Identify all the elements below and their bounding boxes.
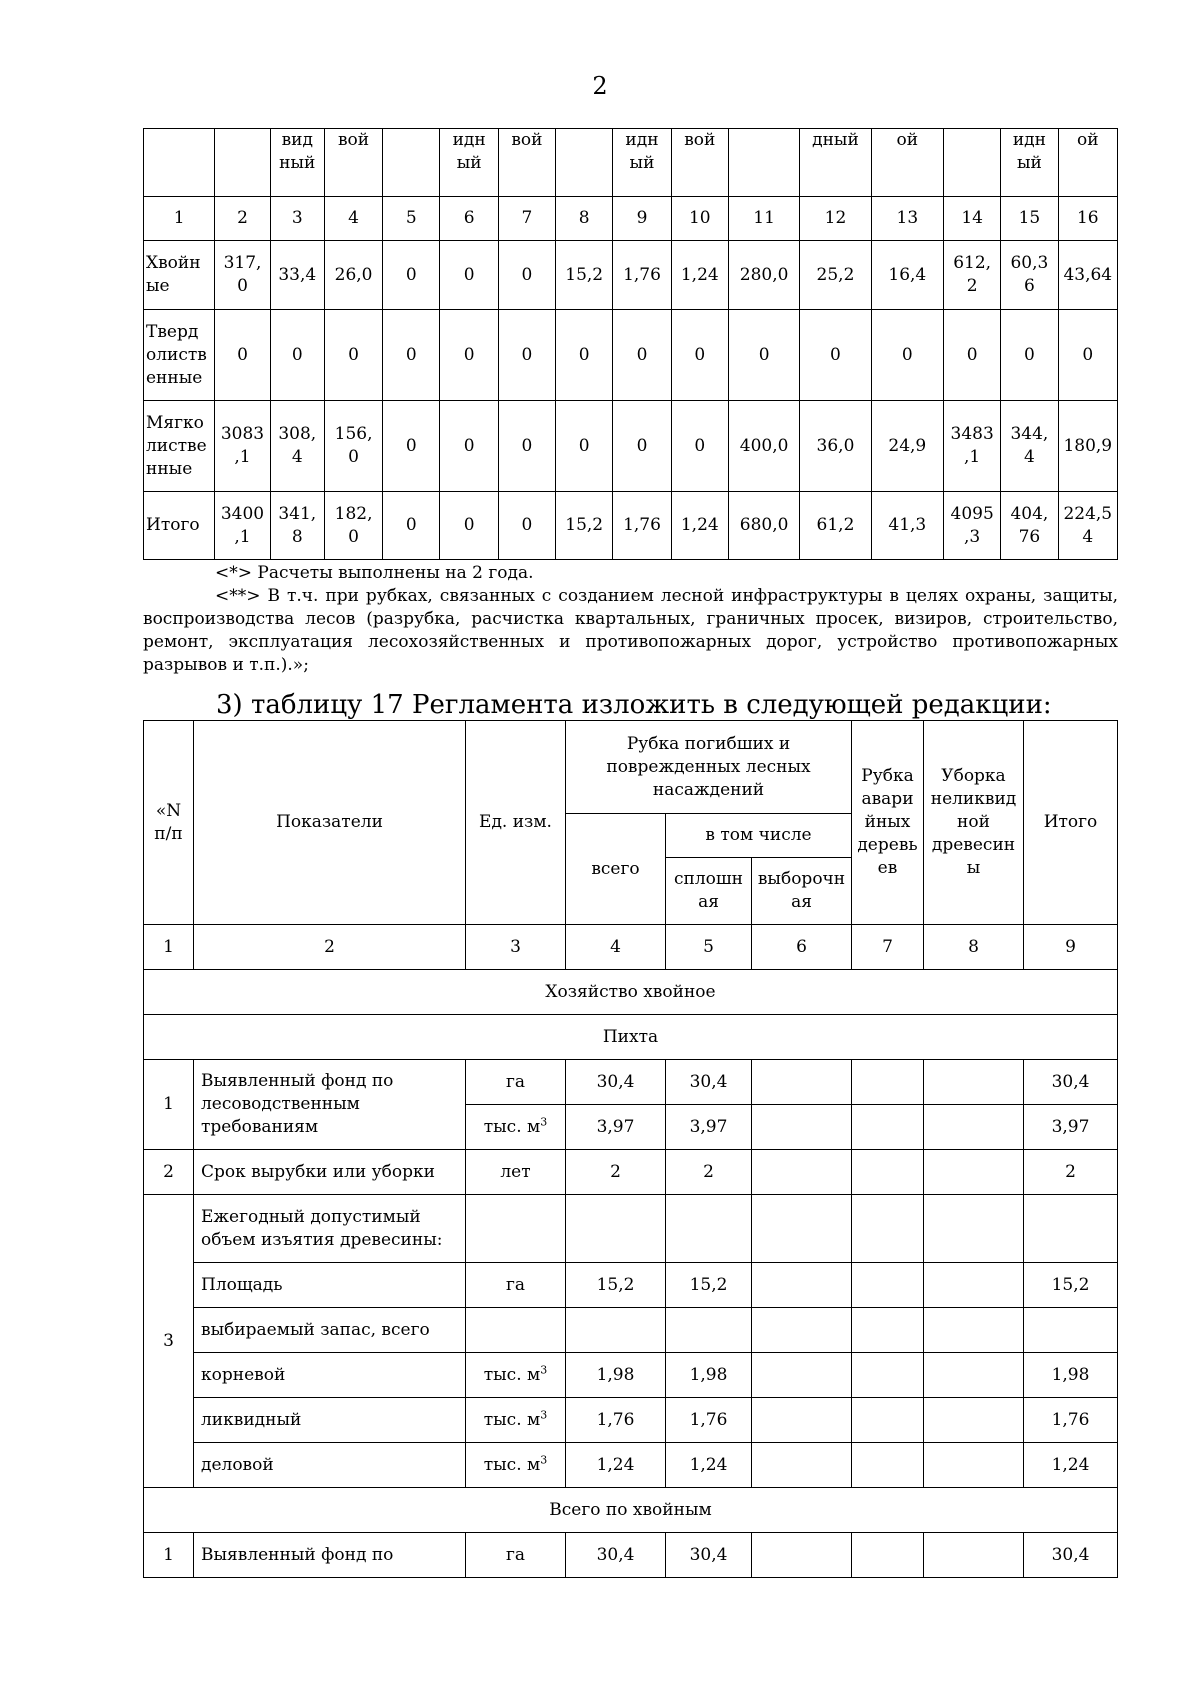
value-cell: 3,97 — [1024, 1105, 1118, 1150]
table1-column-number: 11 — [728, 197, 799, 241]
unit-text: тыс. м — [483, 1454, 541, 1475]
table1-cell: 0 — [671, 401, 728, 492]
empty-cell — [924, 1195, 1024, 1263]
value-cell: 15,2 — [666, 1263, 752, 1308]
unit-superscript: 3 — [540, 1362, 548, 1376]
row-label: Выявленный фонд по лесоводственным требованиям — [194, 1060, 466, 1150]
table1-header-cell: идн ый — [440, 129, 498, 197]
table1-cell: 280,0 — [728, 241, 799, 310]
table1-cell: 1,24 — [671, 492, 728, 560]
empty-cell — [924, 1105, 1024, 1150]
value-cell: 3,97 — [666, 1105, 752, 1150]
header-selective: выборочн ая — [752, 858, 852, 925]
row-number: 1 — [144, 1060, 194, 1150]
table-row — [144, 1443, 1118, 1488]
table1-header-cell: ой — [871, 129, 943, 197]
unit-cell — [466, 1353, 566, 1398]
value-cell: 1,24 — [1024, 1443, 1118, 1488]
table1-cell: 3083 ,1 — [215, 401, 270, 492]
table1-header-cell — [215, 129, 270, 197]
table1-column-number: 2 — [215, 197, 270, 241]
table1-cell: 36,0 — [800, 401, 871, 492]
empty-cell — [752, 1398, 852, 1443]
table1-cell: 0 — [498, 492, 555, 560]
empty-cell — [752, 1443, 852, 1488]
row-label: Площадь — [194, 1263, 466, 1308]
table1-column-number: 13 — [871, 197, 943, 241]
value-cell: 3,97 — [566, 1105, 666, 1150]
table-row — [144, 1060, 1118, 1105]
row-number: 3 — [144, 1195, 194, 1488]
table1-column-number: 12 — [800, 197, 871, 241]
table2-column-number: 8 — [924, 925, 1024, 970]
empty-cell — [924, 1263, 1024, 1308]
section-fir: Пихта — [144, 1015, 1118, 1060]
value-cell: 1,24 — [666, 1443, 752, 1488]
table1-cell: 0 — [800, 310, 871, 401]
table1-cell: 60,3 6 — [1001, 241, 1058, 310]
table1-cell: 400,0 — [728, 401, 799, 492]
table1-cell: 33,4 — [270, 241, 324, 310]
table1-cell: 16,4 — [871, 241, 943, 310]
empty-cell — [852, 1263, 924, 1308]
header-indicators: Показатели — [194, 721, 466, 925]
table1-column-number: 4 — [324, 197, 382, 241]
empty-cell — [566, 1195, 666, 1263]
footnote-1: <*> Расчеты выполнены на 2 года. — [215, 563, 534, 583]
table1-column-number: 8 — [556, 197, 613, 241]
value-cell: 1,76 — [1024, 1398, 1118, 1443]
header-including: в том числе — [666, 814, 852, 858]
table1-row-label: Итого — [144, 492, 215, 560]
value-cell: 15,2 — [1024, 1263, 1118, 1308]
table1-column-number: 9 — [613, 197, 671, 241]
table1-cell: 0 — [728, 310, 799, 401]
empty-cell — [1024, 1308, 1118, 1353]
row-label: Срок вырубки или уборки — [194, 1150, 466, 1195]
empty-cell — [752, 1150, 852, 1195]
forest-felling-table-continued — [143, 128, 1118, 560]
empty-cell — [852, 1443, 924, 1488]
table1-header-cell: вид ный — [270, 129, 324, 197]
value-cell: 1,76 — [566, 1398, 666, 1443]
value-cell: 30,4 — [566, 1533, 666, 1578]
table1-cell: 224,5 4 — [1058, 492, 1117, 560]
unit-cell: га — [466, 1060, 566, 1105]
table1-header-cell: вой — [324, 129, 382, 197]
table1-cell: 612, 2 — [944, 241, 1001, 310]
empty-cell — [924, 1398, 1024, 1443]
table1-cell: 61,2 — [800, 492, 871, 560]
table1-column-number: 1 — [144, 197, 215, 241]
value-cell: 30,4 — [666, 1533, 752, 1578]
table1-column-number: 7 — [498, 197, 555, 241]
table1-header-cell: идн ый — [1001, 129, 1058, 197]
table1-cell: 344, 4 — [1001, 401, 1058, 492]
table1-cell: 1,76 — [613, 241, 671, 310]
table1-row-label: Мягко листве нные — [144, 401, 215, 492]
empty-cell — [752, 1195, 852, 1263]
empty-cell — [852, 1195, 924, 1263]
value-cell: 30,4 — [566, 1060, 666, 1105]
empty-cell — [752, 1060, 852, 1105]
table1-column-number: 16 — [1058, 197, 1117, 241]
table1-cell: 0 — [871, 310, 943, 401]
table1-cell: 0 — [440, 310, 498, 401]
table1-cell: 680,0 — [728, 492, 799, 560]
table1-header-row — [144, 129, 1118, 197]
table1-cell: 26,0 — [324, 241, 382, 310]
value-cell: 1,98 — [666, 1353, 752, 1398]
table-row — [144, 1398, 1118, 1443]
unit-cell — [466, 1443, 566, 1488]
empty-cell — [924, 1150, 1024, 1195]
value-cell: 30,4 — [1024, 1060, 1118, 1105]
table2-column-number: 5 — [666, 925, 752, 970]
empty-cell — [852, 1308, 924, 1353]
table2-column-number: 9 — [1024, 925, 1118, 970]
row-label: ликвидный — [194, 1398, 466, 1443]
value-cell: 15,2 — [566, 1263, 666, 1308]
table2-column-number: 4 — [566, 925, 666, 970]
table1-header-cell: вой — [498, 129, 555, 197]
empty-cell — [852, 1060, 924, 1105]
table1-cell: 0 — [498, 310, 555, 401]
table1-header-cell — [556, 129, 613, 197]
table1-header-cell: вой — [671, 129, 728, 197]
table1-column-number: 5 — [383, 197, 440, 241]
table1-row-softwood — [144, 401, 1118, 492]
page-number: 2 — [592, 72, 608, 100]
unit-cell: лет — [466, 1150, 566, 1195]
table-footnotes — [143, 562, 1118, 677]
table1-cell: 0 — [440, 401, 498, 492]
value-cell: 1,98 — [566, 1353, 666, 1398]
table1-cell: 3483 ,1 — [944, 401, 1001, 492]
table1-cell: 25,2 — [800, 241, 871, 310]
table1-cell: 0 — [613, 401, 671, 492]
section-total-coniferous: Всего по хвойным — [144, 1488, 1118, 1533]
table1-cell: 4095 ,3 — [944, 492, 1001, 560]
unit-cell: га — [466, 1533, 566, 1578]
table1-cell: 0 — [556, 310, 613, 401]
header-unit: Ед. изм. — [466, 721, 566, 925]
table1-header-cell — [728, 129, 799, 197]
empty-cell — [752, 1263, 852, 1308]
table1-column-number: 15 — [1001, 197, 1058, 241]
header-cleanup: Уборка неликвид ной древесин ы — [924, 721, 1024, 925]
table1-cell: 0 — [440, 241, 498, 310]
empty-cell — [752, 1308, 852, 1353]
table1-cell: 308, 4 — [270, 401, 324, 492]
empty-cell — [466, 1308, 566, 1353]
table1-column-numbers-row — [144, 197, 1118, 241]
row-label: деловой — [194, 1443, 466, 1488]
table1-row-hardwood — [144, 310, 1118, 401]
value-cell: 2 — [666, 1150, 752, 1195]
section-row — [144, 1488, 1118, 1533]
row-number: 2 — [144, 1150, 194, 1195]
table1-cell: 341, 8 — [270, 492, 324, 560]
table1-row-total — [144, 492, 1118, 560]
table1-cell: 0 — [383, 401, 440, 492]
table1-cell: 0 — [324, 310, 382, 401]
unit-text: тыс. м — [483, 1364, 541, 1385]
row-number: 1 — [144, 1533, 194, 1578]
table1-header-cell: идн ый — [613, 129, 671, 197]
empty-cell — [852, 1398, 924, 1443]
table1-cell: 180,9 — [1058, 401, 1117, 492]
table1-cell: 41,3 — [871, 492, 943, 560]
unit-cell: га — [466, 1263, 566, 1308]
table2-column-number: 6 — [752, 925, 852, 970]
table1-row-coniferous — [144, 241, 1118, 310]
table1-cell: 182, 0 — [324, 492, 382, 560]
header-clear: сплошн ая — [666, 858, 752, 925]
value-cell: 1,24 — [566, 1443, 666, 1488]
table1-cell: 1,24 — [671, 241, 728, 310]
empty-cell — [924, 1308, 1024, 1353]
table2-column-number: 2 — [194, 925, 466, 970]
table1-header-cell: ой — [1058, 129, 1117, 197]
table1-cell: 0 — [498, 241, 555, 310]
empty-cell — [852, 1353, 924, 1398]
unit-text: тыс. м — [483, 1116, 541, 1137]
table1-header-cell: дный — [800, 129, 871, 197]
table1-header-cell — [383, 129, 440, 197]
table1-cell: 0 — [383, 492, 440, 560]
unit-superscript: 3 — [540, 1407, 548, 1421]
table-row — [144, 1533, 1118, 1578]
unit-cell — [466, 1398, 566, 1443]
empty-cell — [1024, 1195, 1118, 1263]
table1-cell: 156, 0 — [324, 401, 382, 492]
table1-cell: 15,2 — [556, 492, 613, 560]
table1-cell: 317, 0 — [215, 241, 270, 310]
table1-header-cell — [144, 129, 215, 197]
table-row — [144, 1308, 1118, 1353]
header-itogo: Итого — [1024, 721, 1118, 925]
empty-cell — [924, 1443, 1024, 1488]
table1-cell: 0 — [1001, 310, 1058, 401]
table-17 — [143, 720, 1118, 1578]
empty-cell — [852, 1150, 924, 1195]
unit-superscript: 3 — [540, 1114, 548, 1128]
table2-column-numbers-row — [144, 925, 1118, 970]
table1-cell: 0 — [270, 310, 324, 401]
empty-cell — [924, 1353, 1024, 1398]
table1-cell: 0 — [1058, 310, 1117, 401]
row-label: выбираемый запас, всего — [194, 1308, 466, 1353]
value-cell: 30,4 — [1024, 1533, 1118, 1578]
header-num: «N п/п — [144, 721, 194, 925]
table1-cell: 15,2 — [556, 241, 613, 310]
table1-row-label: Тверд олиств енные — [144, 310, 215, 401]
section-coniferous-farm: Хозяйство хвойное — [144, 970, 1118, 1015]
empty-cell — [924, 1060, 1024, 1105]
empty-cell — [752, 1533, 852, 1578]
unit-text: тыс. м — [483, 1409, 541, 1430]
unit-superscript: 3 — [540, 1452, 548, 1466]
empty-cell — [924, 1533, 1024, 1578]
section-row — [144, 970, 1118, 1015]
header-felling-dead: Рубка погибших и поврежденных лесных насаждений — [566, 721, 852, 814]
table1-column-number: 3 — [270, 197, 324, 241]
header-emergency: Рубка авари йных деревь ев — [852, 721, 924, 925]
value-cell: 2 — [566, 1150, 666, 1195]
table1-cell: 43,64 — [1058, 241, 1117, 310]
table-row — [144, 1195, 1118, 1263]
row-label: Выявленный фонд по — [194, 1533, 466, 1578]
table1-cell: 0 — [215, 310, 270, 401]
table1-cell: 0 — [671, 310, 728, 401]
section-row — [144, 1015, 1118, 1060]
empty-cell — [666, 1308, 752, 1353]
value-cell: 2 — [1024, 1150, 1118, 1195]
table2-column-number: 1 — [144, 925, 194, 970]
row-label: Ежегодный допустимый объем изъятия древесины: — [194, 1195, 466, 1263]
table1-cell: 0 — [383, 310, 440, 401]
table-row — [144, 1263, 1118, 1308]
table1-cell: 0 — [498, 401, 555, 492]
table1-column-number: 14 — [944, 197, 1001, 241]
table1-cell: 0 — [613, 310, 671, 401]
empty-cell — [566, 1308, 666, 1353]
value-cell: 1,98 — [1024, 1353, 1118, 1398]
empty-cell — [752, 1105, 852, 1150]
table1-cell: 24,9 — [871, 401, 943, 492]
table1-row-label: Хвойн ые — [144, 241, 215, 310]
table2-column-number: 3 — [466, 925, 566, 970]
table-row — [144, 1353, 1118, 1398]
header-total: всего — [566, 814, 666, 925]
table-row — [144, 1150, 1118, 1195]
empty-cell — [852, 1533, 924, 1578]
empty-cell — [666, 1195, 752, 1263]
table1-cell: 0 — [556, 401, 613, 492]
table1-cell: 1,76 — [613, 492, 671, 560]
table1-column-number: 10 — [671, 197, 728, 241]
table1-cell: 0 — [440, 492, 498, 560]
table1-column-number: 6 — [440, 197, 498, 241]
table2-header-row — [144, 721, 1118, 814]
empty-cell — [466, 1195, 566, 1263]
value-cell: 30,4 — [666, 1060, 752, 1105]
row-label: корневой — [194, 1353, 466, 1398]
amendment-heading: 3) таблицу 17 Регламента изложить в следующей редакции: — [216, 690, 1052, 720]
value-cell: 1,76 — [666, 1398, 752, 1443]
empty-cell — [752, 1353, 852, 1398]
unit-cell — [466, 1105, 566, 1150]
footnote-2: <**> В т.ч. при рубках, связанных с созданием лесной инфраструктуры в целях охраны, защиты, воспроизводства лесов (разрубка, расчистка квартальных, граничных просек, визиров, строительство, ремонт, эксплуатация лесохозяйственных и противопожарных дорог, устройство противопожарных разрывов и т.п.).»; — [143, 586, 1118, 675]
table1-header-cell — [944, 129, 1001, 197]
table1-cell: 0 — [383, 241, 440, 310]
empty-cell — [852, 1105, 924, 1150]
table2-column-number: 7 — [852, 925, 924, 970]
table1-cell: 404, 76 — [1001, 492, 1058, 560]
table1-cell: 3400 ,1 — [215, 492, 270, 560]
table1-cell: 0 — [944, 310, 1001, 401]
